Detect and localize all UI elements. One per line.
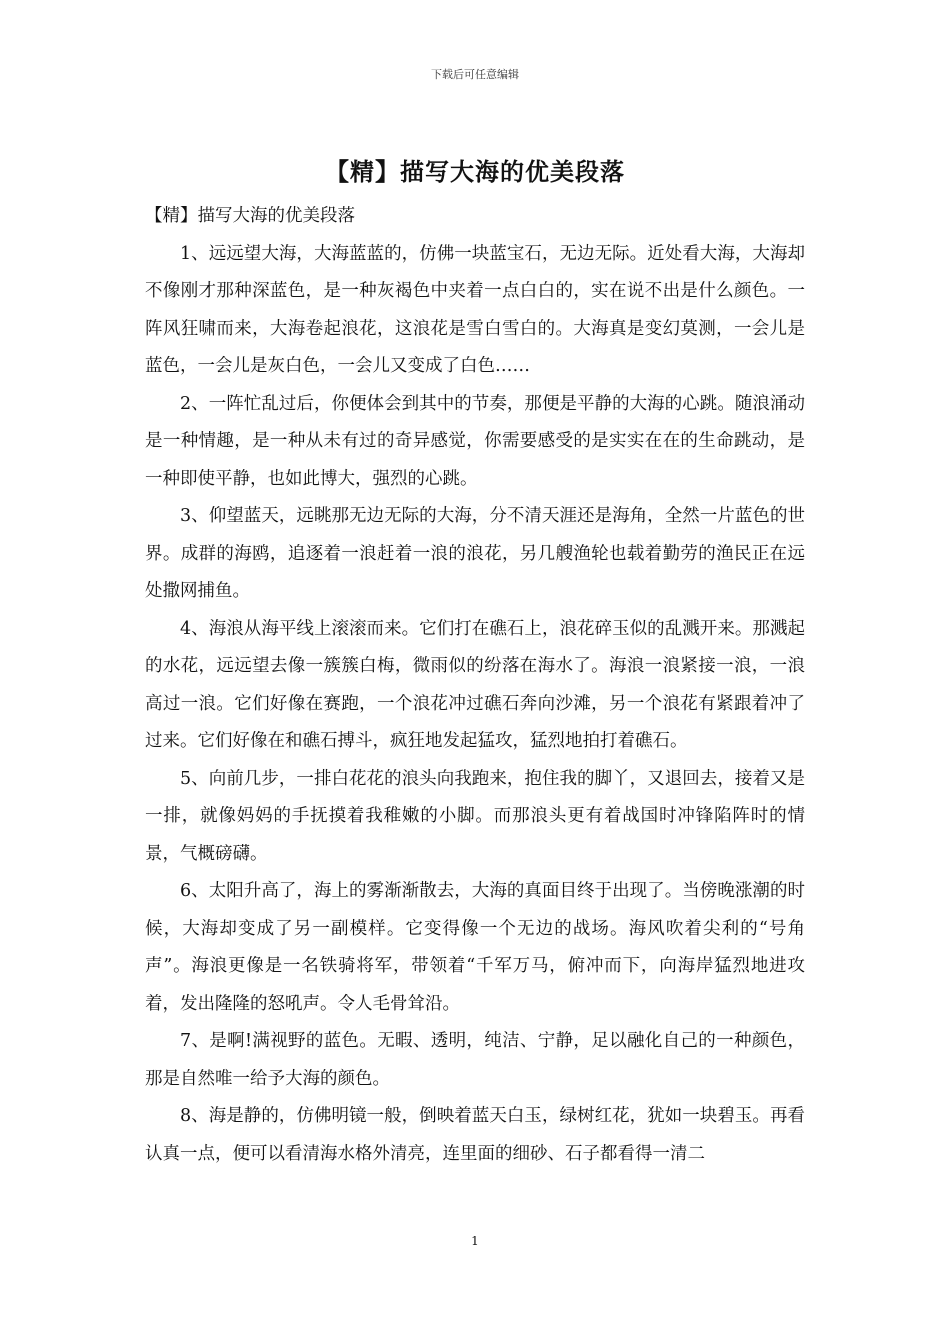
page-header-note: 下载后可任意编辑 <box>431 68 519 81</box>
paragraph-1: 1、远远望大海，大海蓝蓝的，仿佛一块蓝宝石，无边无际。近处看大海，大海却不像刚才那种深蓝色，是一种灰褐色中夹着一点白白的，实在说不出是什么颜色。一阵风狂啸而来，大海卷起浪花，这浪花是雪白雪白的。大海真是变幻莫测，一会儿是蓝色，一会儿是灰白色，一会儿又变成了白色…… <box>145 243 805 376</box>
paragraph-6: 6、太阳升高了，海上的雾渐渐散去，大海的真面目终于出现了。当傍晚涨潮的时候，大海却变成了另一副模样。它变得像一个无边的战场。海风吹着尖利的“号角声”。海浪更像是一名铁骑将军，带领着“千军万马，俯冲而下，向海岸猛烈地进攻着，发出隆隆的怒吼声。令人毛骨耸沿。 <box>145 881 805 1014</box>
paragraph-5: 5、向前几步，一排白花花的浪头向我跑来，抱住我的脚丫，又退回去，接着又是一排，就像妈妈的手抚摸着我稚嫩的小脚。而那浪头更有着战国时冲锋陷阵时的情景，气概磅礴。 <box>145 768 805 864</box>
paragraph-8: 8、海是静的，仿佛明镜一般，倒映着蓝天白玉，绿树红花，犹如一块碧玉。再看认真一点，便可以看清海水格外清亮，连里面的细砂、石子都看得一清二 <box>145 1106 805 1164</box>
document-subtitle: 【精】描写大海的优美段落 <box>145 206 355 226</box>
paragraph-7: 7、是啊!满视野的蓝色。无暇、透明，纯洁、宁静，足以融化自己的一种颜色，那是自然唯一给予大海的颜色。 <box>145 1031 805 1089</box>
paragraph-2: 2、一阵忙乱过后，你便体会到其中的节奏，那便是平静的大海的心跳。随浪涌动是一种情趣，是一种从未有过的奇异感觉，你需要感受的是实实在在的生命跳动，是一种即使平静，也如此博大，强烈的心跳。 <box>145 393 805 489</box>
document-body <box>145 198 805 1173</box>
paragraph-3: 3、仰望蓝天，远眺那无边无际的大海，分不清天涯还是海角，全然一片蓝色的世界。成群的海鸥，追逐着一浪赶着一浪的浪花，另几艘渔轮也载着勤劳的渔民正在远处撒网捕鱼。 <box>145 506 805 601</box>
paragraph-4: 4、海浪从海平线上滚滚而来。它们打在礁石上，浪花碎玉似的乱溅开来。那溅起的水花，远远望去像一簇簇白梅，微雨似的纷落在海水了。海浪一浪紧接一浪，一浪高过一浪。它们好像在赛跑，一个浪花冲过礁石奔向沙滩，另一个浪花有紧跟着冲了过来。它们好像在和礁石搏斗，疯狂地发起猛攻，猛烈地拍打着礁石。 <box>145 618 805 751</box>
page-number: 1 <box>471 1234 479 1248</box>
document-title: 【精】描写大海的优美段落 <box>325 157 625 186</box>
